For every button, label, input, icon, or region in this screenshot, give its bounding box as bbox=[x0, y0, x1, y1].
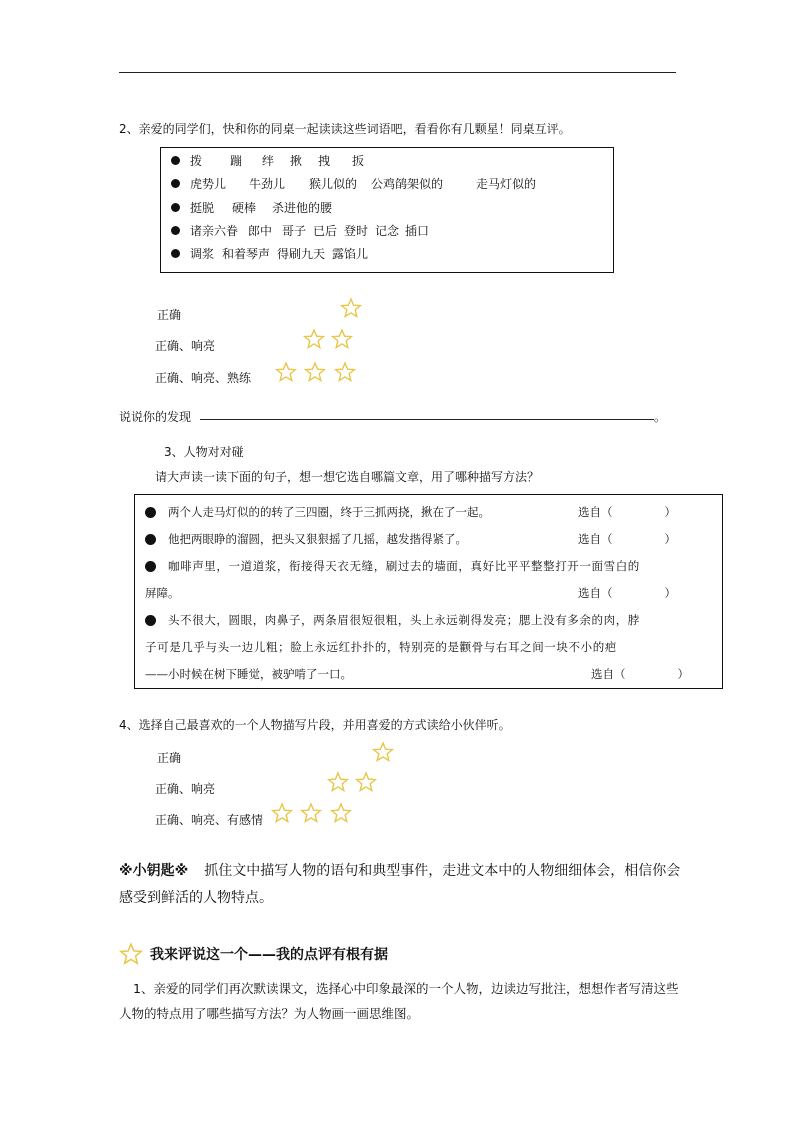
star-icon[interactable] bbox=[304, 361, 326, 383]
sentence-1 bbox=[145, 504, 490, 520]
word-row-5 bbox=[171, 245, 368, 262]
star-icon[interactable] bbox=[300, 802, 322, 824]
tip-text: 抓住文中描写人物的语句和典型事件，走进文本中的人物细细体会，相信你会 bbox=[204, 863, 681, 879]
sentence-text: 子可是几乎与头一边儿粗；脸上永远红扑扑的，特别亮的是颧骨与右耳之间一块不小的疤 bbox=[145, 640, 617, 654]
star-icon[interactable] bbox=[331, 328, 353, 350]
level-label: 正确、响亮 bbox=[155, 782, 216, 796]
star-icon[interactable] bbox=[355, 771, 377, 793]
source-blank[interactable] bbox=[578, 531, 676, 547]
word: 调浆 bbox=[190, 247, 215, 261]
source-blank[interactable] bbox=[591, 666, 689, 682]
bullet-dot-icon bbox=[171, 179, 180, 188]
level-label: 正确、响亮、熟练 bbox=[155, 371, 252, 385]
star-icon[interactable] bbox=[271, 802, 293, 824]
level-label: 正确、响亮 bbox=[155, 339, 216, 353]
tip-line-1 bbox=[119, 861, 680, 881]
word: 公鸡鹐架似的 bbox=[371, 177, 444, 191]
word: 郎中 bbox=[248, 224, 273, 238]
star-icon[interactable] bbox=[340, 297, 362, 319]
bullet-dot-icon bbox=[171, 249, 180, 258]
word: 杀进他的腰 bbox=[272, 201, 333, 215]
sentence-text: 咖啡声里，一道道浆，衔接得天衣无缝，刷过去的墙面，真好比平平整整打开一面雪白的 bbox=[168, 559, 640, 573]
word: 诸亲六眷 bbox=[190, 224, 239, 238]
star-icon[interactable] bbox=[330, 802, 352, 824]
word: 和着琴声 bbox=[222, 247, 271, 261]
word: 拨 bbox=[190, 154, 203, 168]
task1-line-2: 人物的特点用了哪些描写方法？为人物画一画思维图。 bbox=[119, 1006, 420, 1021]
discover-label: 说说你的发现 bbox=[119, 410, 192, 424]
level-label: 正确 bbox=[157, 308, 182, 322]
star-icon[interactable] bbox=[327, 771, 349, 793]
word: 绊 bbox=[262, 154, 275, 168]
section-heading: 我来评说这一个——我的点评有根有据 bbox=[150, 947, 388, 963]
word: 牛劲儿 bbox=[249, 177, 286, 191]
sentence-text: 屏障。 bbox=[145, 586, 180, 600]
word: 登时 bbox=[344, 224, 369, 238]
section3-prompt: 请大声读一读下面的句子，想一想它选自哪篇文章，用了哪种描写方法？ bbox=[155, 470, 540, 484]
word: 走马灯似的 bbox=[476, 177, 537, 191]
star-icon[interactable] bbox=[303, 328, 325, 350]
sentence-4 bbox=[145, 612, 640, 628]
word-box bbox=[160, 147, 614, 273]
word: 拽 bbox=[318, 154, 331, 168]
tip-label: ※小钥匙※ bbox=[119, 863, 189, 879]
task1-line-1: 1、亲爱的同学们再次默读课文，选择心中印象最深的一个人物，边读边写批注，想想作者写清这些 bbox=[133, 981, 679, 996]
source-label: 选自（ bbox=[578, 532, 613, 546]
source-close: ） bbox=[677, 667, 689, 681]
word: 挺脱 bbox=[190, 201, 215, 215]
source-close: ） bbox=[664, 505, 676, 519]
sentence-text: ——小时候在树下睡觉，被驴啃了一口。 bbox=[145, 667, 352, 681]
word: 插口 bbox=[405, 224, 430, 238]
word: 哥子 bbox=[282, 224, 307, 238]
sentence-text: 两个人走马灯似的的转了三四圈，终于三抓两挠，揪在了一起。 bbox=[168, 505, 490, 519]
star-icon[interactable] bbox=[275, 361, 297, 383]
bullet-dot-icon bbox=[171, 203, 180, 212]
word: 蹦 bbox=[230, 154, 243, 168]
bullet-dot-icon bbox=[145, 561, 156, 572]
section2-title: 2、亲爱的同学们，快和你的同桌一起读读这些词语吧，看看你有几颗星！同桌互评。 bbox=[119, 122, 571, 136]
star-icon bbox=[119, 942, 143, 966]
sentence-text: 他把两眼睁的溜圆，把头又狠狠摇了几摇，越发揩得紧了。 bbox=[168, 532, 467, 546]
section4-title: 4、选择自己最喜欢的一个人物描写片段，并用喜爱的方式读给小伙伴听。 bbox=[119, 718, 511, 732]
sentence-3 bbox=[145, 558, 640, 574]
star-icon[interactable] bbox=[372, 741, 394, 763]
section3-title: 3、人物对对碰 bbox=[164, 445, 244, 459]
source-label: 选自（ bbox=[578, 586, 613, 600]
word: 扳 bbox=[352, 154, 365, 168]
source-blank[interactable] bbox=[578, 585, 676, 601]
tip-line-2: 感受到鲜活的人物特点。 bbox=[119, 890, 273, 906]
source-label: 选自（ bbox=[578, 505, 613, 519]
word: 揪 bbox=[290, 154, 303, 168]
bullet-dot-icon bbox=[171, 226, 180, 235]
sentence-2 bbox=[145, 531, 467, 547]
word: 硬棒 bbox=[232, 201, 257, 215]
sentence-text: 头不很大，圆眼，肉鼻子，两条眉很短很粗，头上永远剃得发亮；腮上没有多余的肉，脖 bbox=[168, 613, 640, 627]
header-rule bbox=[119, 72, 676, 73]
word-row-2 bbox=[171, 175, 536, 192]
discover-period: 。 bbox=[654, 410, 667, 424]
bullet-dot-icon bbox=[145, 534, 156, 545]
word: 已后 bbox=[313, 224, 338, 238]
bullet-dot-icon bbox=[171, 156, 180, 165]
star-icon[interactable] bbox=[334, 361, 356, 383]
bullet-dot-icon bbox=[145, 507, 156, 518]
sentence-box bbox=[134, 494, 723, 689]
word-row-1 bbox=[171, 152, 364, 169]
level-label: 正确、响亮、有感情 bbox=[155, 813, 264, 827]
word-row-4 bbox=[171, 222, 429, 239]
word: 虎势儿 bbox=[190, 177, 227, 191]
source-close: ） bbox=[664, 532, 676, 546]
word: 露馅儿 bbox=[332, 247, 369, 261]
source-close: ） bbox=[664, 586, 676, 600]
level-label: 正确 bbox=[157, 751, 182, 765]
word: 记念 bbox=[375, 224, 400, 238]
word-row-3 bbox=[171, 199, 332, 216]
word: 得刷九天 bbox=[277, 247, 326, 261]
bullet-dot-icon bbox=[145, 615, 156, 626]
discover-answer-line[interactable] bbox=[200, 419, 654, 420]
source-blank[interactable] bbox=[578, 504, 676, 520]
word: 猴儿似的 bbox=[309, 177, 358, 191]
source-label: 选自（ bbox=[591, 667, 626, 681]
